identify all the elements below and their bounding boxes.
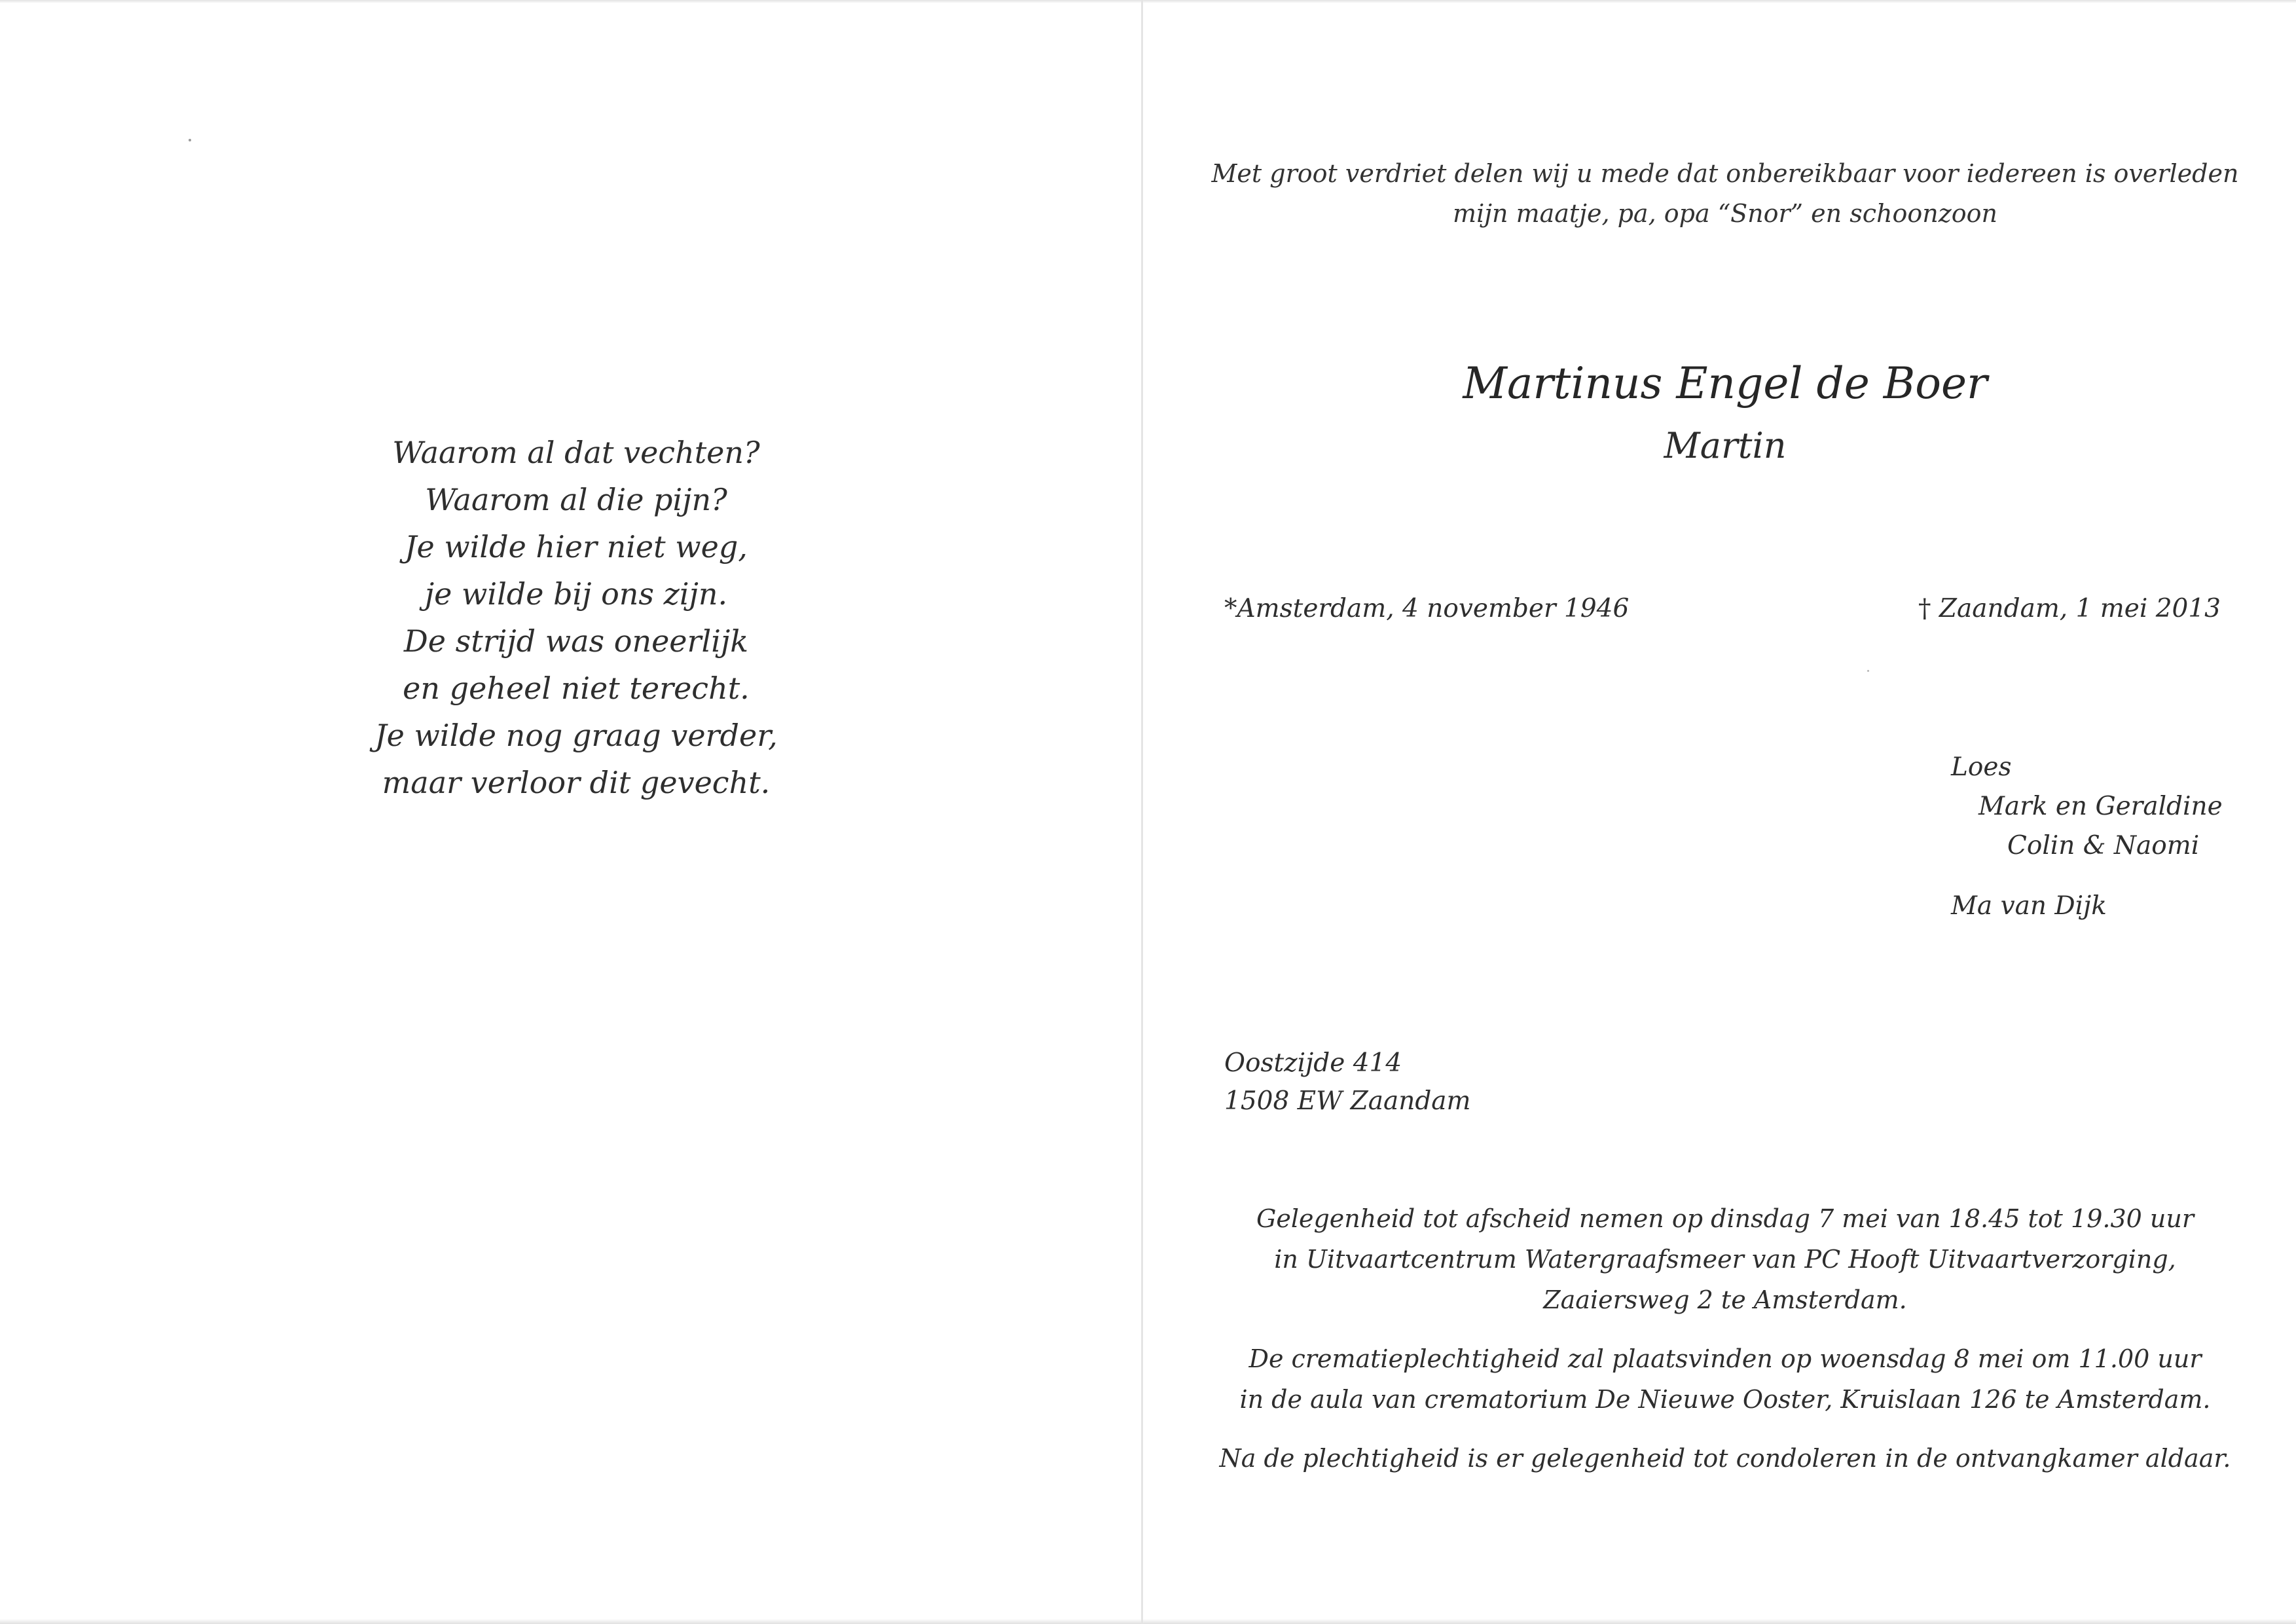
cremation-details [1188,1338,2262,1420]
announcement-intro [1188,154,2262,234]
ceremony-details [1188,1198,2262,1497]
deceased-full-name: Martinus Engel de Boer [1463,358,1988,409]
address-street: Oostzijde 414 [1224,1048,1402,1078]
address-postcode-city: 1508 EW Zaandam [1224,1086,1471,1116]
ceremony-line: in Uitvaartcentrum Watergraafsmeer van PC Hooft Uitvaartverzorging, [1274,1245,2176,1274]
birth-line [1224,592,1629,626]
death-cross-icon: † [1918,594,1931,623]
family-member: Loes [1951,752,2012,782]
poem-line: en geheel niet terecht. [403,671,750,706]
ceremony-line: in de aula van crematorium De Nieuwe Ooster, Kruislaan 126 te Amsterdam. [1239,1385,2211,1414]
ceremony-line: Na de plechtigheid is er gelegenheid tot condoleren in de ontvangkamer aldaar. [1219,1444,2231,1473]
poem-line: Waarom al die pijn? [425,482,727,517]
memorial-poem [275,429,877,806]
poem-line: Je wilde nog graag verder, [374,718,778,753]
birth-star-icon: * [1224,594,1237,623]
family-member: Mark en Geraldine [1978,792,2223,821]
poem-line: De strijd was oneerlijk [403,623,749,659]
condolence-details [1188,1438,2262,1479]
family-member: Colin & Naomi [2007,831,2200,860]
farewell-details [1188,1198,2262,1320]
correspondence-address [1224,1044,1471,1120]
poem-line: maar verloor dit gevecht. [382,765,771,800]
poem-line: Je wilde hier niet weg, [405,529,748,564]
poem-line: Waarom al dat vechten? [392,435,760,470]
birth-place-date: Amsterdam, 4 november 1946 [1237,594,1630,623]
intro-line: Met groot verdriet delen wij u mede dat onbereikbaar voor iedereen is overleden [1211,159,2239,188]
ceremony-line: Zaaiersweg 2 te Amsterdam. [1543,1285,1907,1314]
poem-line: je wilde bij ons zijn. [424,576,728,612]
right-page [1142,0,2296,1624]
ceremony-line: Gelegenheid tot afscheid nemen op dinsdag 7 mei van 18.45 tot 19.30 uur [1256,1204,2194,1233]
deceased-nickname: Martin [1664,425,1787,466]
left-page [0,0,1142,1624]
death-place-date: Zaandam, 1 mei 2013 [1939,594,2221,623]
ceremony-line: De crematieplechtigheid zal plaatsvinden op woensdag 8 mei om 11.00 uur [1248,1344,2202,1373]
family-member: Ma van Dijk [1951,891,2107,921]
death-line [1918,592,2221,626]
intro-line: mijn maatje, pa, opa “Snor” en schoonzoon [1453,199,1997,228]
